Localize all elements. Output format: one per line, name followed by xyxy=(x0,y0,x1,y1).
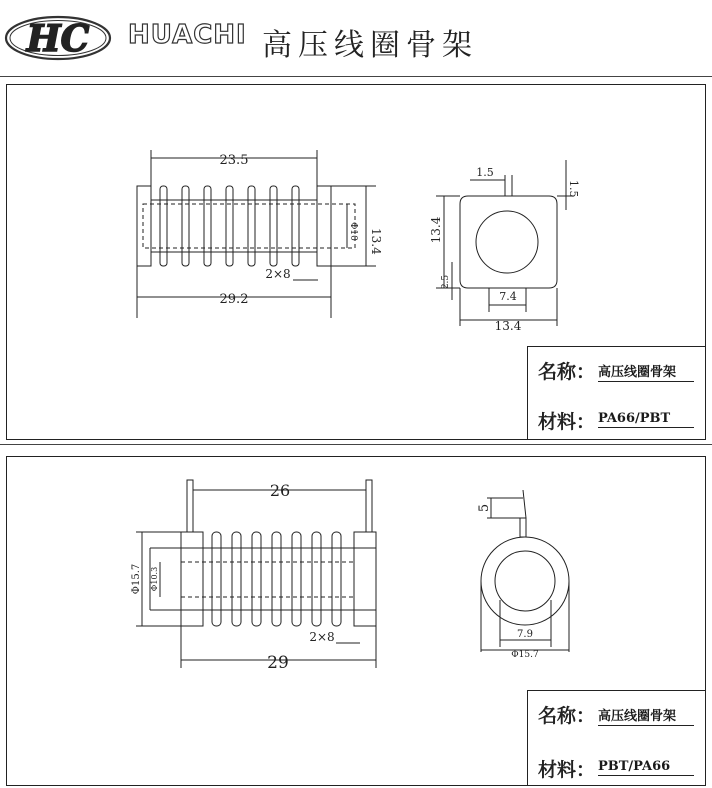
page-title: 高压线圈骨架 xyxy=(262,28,478,63)
bobbin-fin xyxy=(232,532,241,626)
dim-overall-length: 26 xyxy=(269,481,291,500)
dim-slot: 2×8 xyxy=(309,630,335,644)
name-row xyxy=(538,701,595,728)
bobbin-fin xyxy=(332,532,341,626)
material-label: 材料： xyxy=(538,759,596,781)
brand-name: HUACHI xyxy=(128,20,247,50)
bobbin-left-flange xyxy=(181,532,203,626)
dim-bore: Φ10.3 xyxy=(150,566,159,592)
name-label: 名称： xyxy=(538,705,596,727)
bobbin-fin xyxy=(312,532,321,626)
dim-total-length: 29.2 xyxy=(219,292,249,307)
material-value: PBT/PA66 xyxy=(598,759,694,776)
bobbin-end-view xyxy=(481,537,569,625)
name-value: 高压线圈骨架 xyxy=(598,705,694,726)
dim-top-height: 1.5 xyxy=(567,180,580,198)
bobbin-fin xyxy=(212,532,221,626)
logo-text: HC xyxy=(26,18,90,60)
dim-hole-width: 7.4 xyxy=(499,290,517,303)
dim-outer-diameter: Φ15.7 xyxy=(131,563,142,595)
dim-bore: Φ10 xyxy=(348,222,358,241)
name-value: 高压线圈骨架 xyxy=(598,361,694,382)
dim-hole-width: 7.9 xyxy=(517,629,533,640)
dim-width: 13.4 xyxy=(494,319,522,333)
dim-total-length: 29 xyxy=(267,653,289,673)
bobbin-bore xyxy=(495,551,555,611)
bobbin-fin xyxy=(252,532,261,626)
dim-top-width: 1.5 xyxy=(476,166,494,179)
name-label: 名称： xyxy=(538,361,596,383)
dim-diameter: Φ15.7 xyxy=(511,650,539,660)
material-row xyxy=(538,755,595,782)
bobbin-pin xyxy=(366,480,372,532)
dim-slot: 2×8 xyxy=(265,267,291,281)
dim-overall-length: 23.5 xyxy=(219,153,249,168)
bobbin-right-flange xyxy=(354,532,376,626)
bobbin-fin xyxy=(272,532,281,626)
dim-pin-height: 5 xyxy=(477,503,492,513)
bobbin-pin xyxy=(187,480,193,532)
material-label: 材料： xyxy=(538,411,596,433)
title-block-2 xyxy=(527,690,705,785)
dim-pin: 2.5 xyxy=(441,274,451,290)
dim-height: 13.4 xyxy=(369,228,383,255)
dim-side-height: 13.4 xyxy=(429,216,443,244)
material-value: PA66/PBT xyxy=(598,411,694,428)
bobbin-fin xyxy=(292,532,301,626)
